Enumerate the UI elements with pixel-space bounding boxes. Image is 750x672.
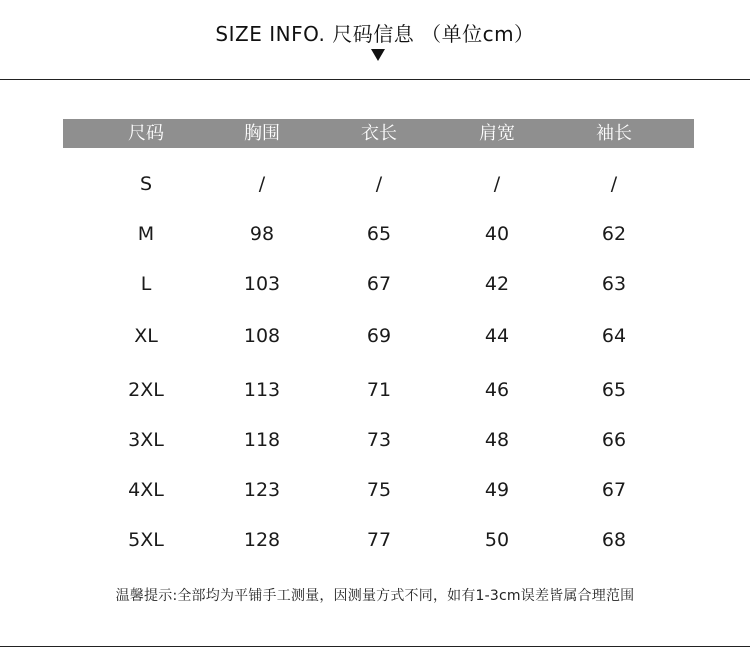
table-row	[63, 375, 694, 405]
length-cell: 65	[366, 223, 392, 245]
header-length: 衣长	[361, 123, 397, 144]
shoulder-cell: 44	[484, 325, 510, 347]
chest-cell: 118	[243, 429, 281, 451]
chest-cell: 113	[243, 379, 281, 401]
measurement-note: 温馨提示:全部均为平铺手工测量，因测量方式不同，如有1-3cm误差皆属合理范围	[115, 588, 635, 604]
table-row	[63, 425, 694, 455]
header-shoulder: 肩宽	[479, 123, 515, 144]
length-cell: 67	[366, 273, 392, 295]
size-cell: 3XL	[128, 429, 164, 451]
header-chest: 胸围	[244, 123, 280, 144]
shoulder-cell: 48	[484, 429, 510, 451]
size-cell: M	[137, 223, 155, 245]
length-cell: /	[375, 173, 383, 195]
length-cell: 77	[366, 529, 392, 551]
shoulder-cell: 49	[484, 479, 510, 501]
table-row	[63, 219, 694, 249]
table-row	[63, 321, 694, 351]
bottom-divider	[0, 646, 750, 647]
length-cell: 69	[366, 325, 392, 347]
table-row	[63, 169, 694, 199]
triangle-down-icon	[371, 49, 385, 61]
sleeve-cell: 62	[601, 223, 627, 245]
chest-cell: /	[258, 173, 266, 195]
shoulder-cell: 46	[484, 379, 510, 401]
shoulder-cell: 50	[484, 529, 510, 551]
sleeve-cell: 65	[601, 379, 627, 401]
chest-cell: 98	[249, 223, 275, 245]
sleeve-cell: 67	[601, 479, 627, 501]
size-cell: S	[139, 173, 153, 195]
shoulder-cell: /	[493, 173, 501, 195]
sleeve-cell: /	[610, 173, 618, 195]
shoulder-cell: 42	[484, 273, 510, 295]
header-sleeve: 袖长	[596, 123, 632, 144]
sleeve-cell: 63	[601, 273, 627, 295]
size-cell: 5XL	[128, 529, 164, 551]
length-cell: 71	[366, 379, 392, 401]
header-size: 尺码	[128, 123, 164, 144]
shoulder-cell: 40	[484, 223, 510, 245]
table-row	[63, 525, 694, 555]
page-title: SIZE INFO. 尺码信息 （单位cm）	[215, 22, 535, 46]
table-row	[63, 475, 694, 505]
size-cell: 4XL	[128, 479, 164, 501]
top-divider	[0, 79, 750, 80]
length-cell: 75	[366, 479, 392, 501]
size-cell: 2XL	[128, 379, 164, 401]
chest-cell: 103	[243, 273, 281, 295]
size-table-header	[63, 119, 694, 148]
size-cell: XL	[134, 325, 158, 347]
sleeve-cell: 64	[601, 325, 627, 347]
chest-cell: 123	[243, 479, 281, 501]
table-row	[63, 269, 694, 299]
size-cell: L	[140, 273, 152, 295]
sleeve-cell: 66	[601, 429, 627, 451]
sleeve-cell: 68	[601, 529, 627, 551]
length-cell: 73	[366, 429, 392, 451]
chest-cell: 128	[243, 529, 281, 551]
chest-cell: 108	[243, 325, 281, 347]
